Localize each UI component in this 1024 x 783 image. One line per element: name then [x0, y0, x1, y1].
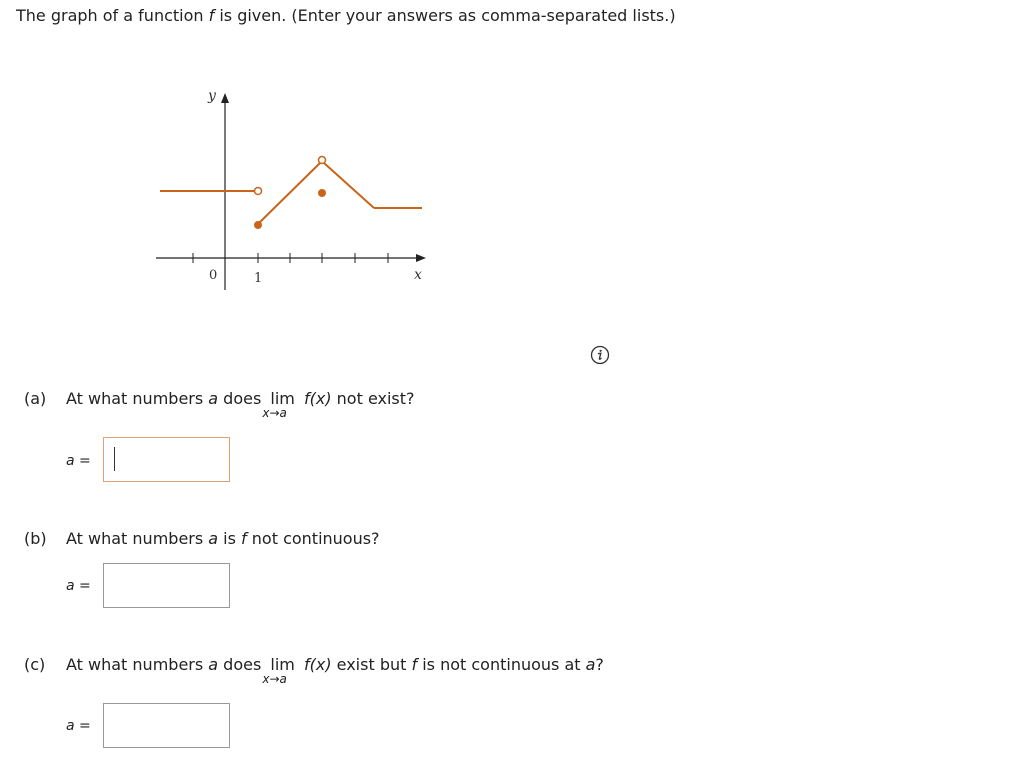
question-c-text-mid2: exist but	[331, 655, 412, 674]
answer-c-var: a	[66, 718, 75, 734]
function-symbol: f	[241, 529, 247, 548]
instructions	[16, 6, 676, 25]
question-a-text-mid: does	[218, 389, 267, 408]
lim-subscript: x→a	[262, 406, 287, 420]
question-b	[24, 529, 380, 548]
curve-segment-rising	[258, 163, 320, 224]
answer-c-input[interactable]	[103, 703, 230, 748]
function-graph	[148, 85, 438, 295]
var-a: a	[208, 389, 219, 408]
answer-c-label	[66, 718, 91, 734]
fx-text: f(x)	[303, 655, 332, 674]
question-c-text-mid: does	[218, 655, 267, 674]
function-symbol: f	[208, 6, 215, 25]
closed-point-1	[254, 221, 262, 229]
question-b-text-end: not continuous?	[246, 529, 380, 548]
var-a: a	[208, 529, 219, 548]
fx-text: f(x)	[303, 389, 332, 408]
instructions-text: The graph of a function	[16, 6, 209, 25]
x-axis-label: x	[414, 267, 422, 283]
limit-expression	[262, 389, 295, 420]
question-c-text-end: ?	[595, 655, 604, 674]
lim-subscript: x→a	[262, 672, 287, 686]
x-axis-arrow	[416, 254, 426, 262]
origin-label: 0	[209, 268, 218, 283]
answer-a-eq: =	[79, 453, 91, 469]
var-a: a	[585, 655, 596, 674]
function-symbol: f	[411, 655, 418, 674]
y-axis-arrow	[221, 93, 229, 103]
y-axis-label: y	[208, 88, 216, 104]
question-b-text: At what numbers	[66, 529, 209, 548]
answer-b-var: a	[66, 578, 75, 594]
lim-text: lim	[270, 389, 295, 408]
answer-b-input[interactable]	[103, 563, 230, 608]
open-point-1	[255, 188, 262, 195]
question-c-text: At what numbers	[66, 655, 209, 674]
lim-text: lim	[270, 655, 295, 674]
question-b-label: (b)	[24, 529, 47, 548]
question-c	[24, 655, 604, 686]
question-a	[24, 389, 415, 420]
answer-c-eq: =	[79, 718, 91, 734]
question-a-text-end: not exist?	[331, 389, 415, 408]
question-a-text: At what numbers	[66, 389, 209, 408]
info-icon[interactable]	[590, 345, 610, 365]
question-b-text-mid: is	[218, 529, 242, 548]
answer-a-input[interactable]	[103, 437, 230, 482]
var-a: a	[208, 655, 219, 674]
text-caret	[114, 447, 115, 471]
closed-point-2	[318, 189, 326, 197]
question-c-text-mid3: is not continuous at	[417, 655, 586, 674]
answer-b-eq: =	[79, 578, 91, 594]
instructions-text-end: is given. (Enter your answers as comma-separated lists.)	[214, 6, 676, 25]
answer-a-label	[66, 453, 91, 469]
open-point-2	[319, 157, 326, 164]
question-c-label: (c)	[24, 655, 46, 674]
function-curve	[160, 163, 422, 224]
tick-label-1: 1	[254, 271, 263, 286]
question-a-label: (a)	[24, 389, 47, 408]
curve-segment-falling	[324, 163, 374, 208]
answer-b-label	[66, 578, 91, 594]
answer-a-var: a	[66, 453, 75, 469]
limit-expression	[262, 655, 295, 686]
